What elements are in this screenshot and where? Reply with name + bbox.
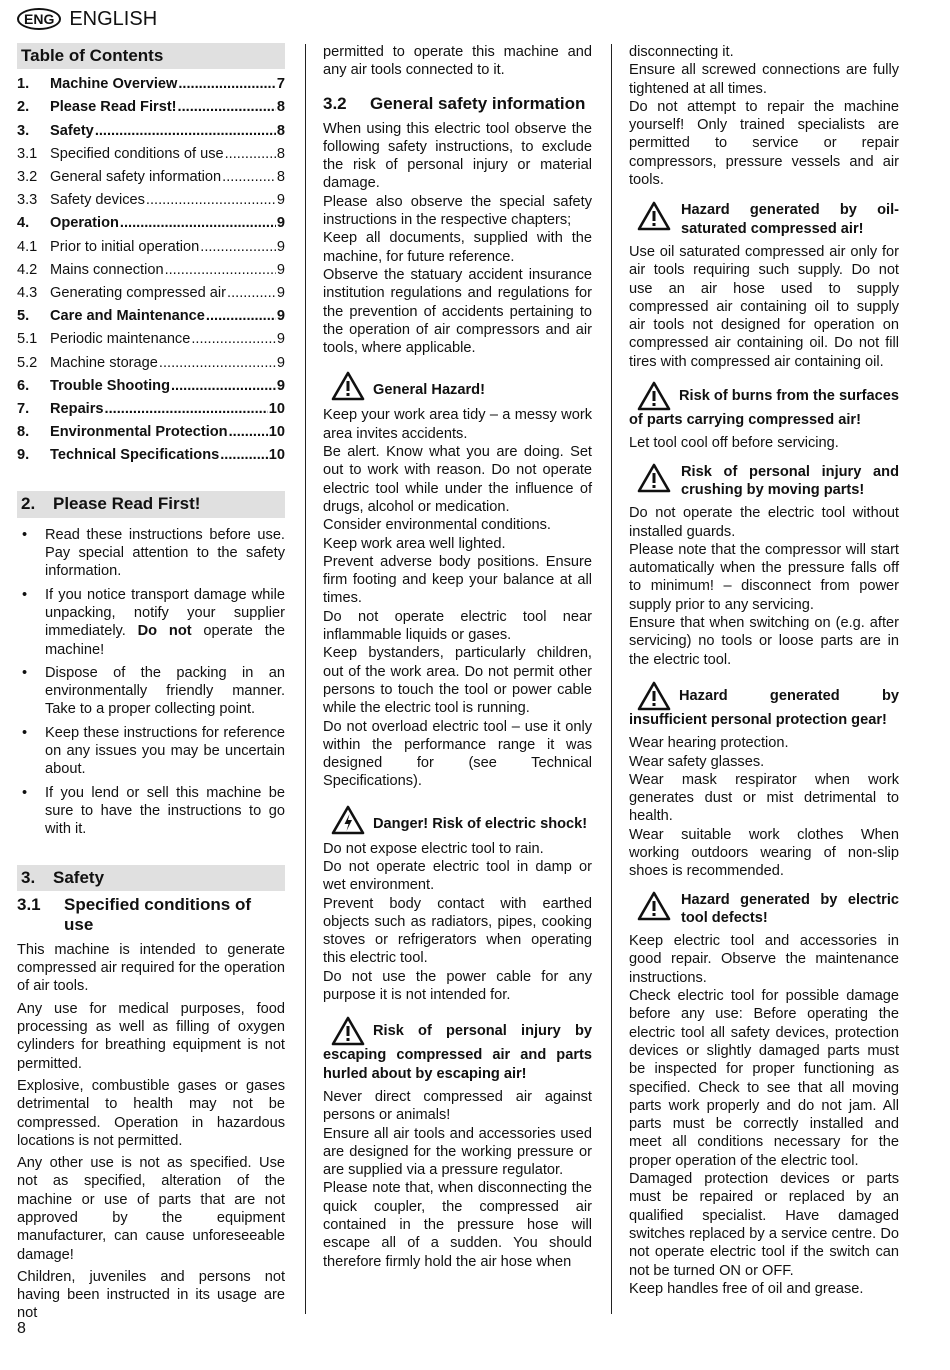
paragraph: Check electric tool for possible damage before any use: Before operating the electric tool all safety devices, protection devices or slightly damaged parts must be inspected for proper functioning as specified. Check to see that all moving parts work properly and do not jam. All parts must be correctly installed and meet all conditions necessary for the proper operation of the electric tool.	[629, 988, 899, 1169]
warning-tool-defects: Hazard generated by electric tool defects!	[629, 891, 899, 928]
paragraph: Wear mask respirator when work generates dust or mist detrimental to health.	[629, 771, 899, 825]
toc-leader-dots	[146, 191, 276, 209]
toc-entry[interactable]	[17, 214, 285, 237]
toc-entry-page: 10	[268, 400, 285, 417]
toc-entry[interactable]	[17, 145, 285, 168]
toc-entry-page: 7	[276, 76, 285, 93]
toc-entry[interactable]	[17, 400, 285, 423]
paragraph: Consider environmental conditions.	[323, 517, 551, 534]
toc-entry-page: 9	[276, 215, 285, 232]
toc-entry-number: 3.1	[17, 145, 38, 162]
paragraph: Keep electric tool and accessories in good repair. Observe the maintenance instructions.	[629, 933, 899, 986]
toc-entry-page: 10	[268, 424, 285, 441]
toc-entry-title: General safety information	[50, 169, 222, 186]
toc-entry-page: 8	[276, 122, 285, 139]
column-1	[17, 43, 285, 1323]
toc-leader-dots	[165, 261, 276, 279]
toc-entry-page: 9	[276, 261, 285, 278]
warning-general: General Hazard!	[331, 371, 592, 401]
toc-entry[interactable]	[17, 168, 285, 191]
toc-entry-title: Trouble Shooting	[50, 377, 170, 394]
toc-heading: Table of Contents	[17, 43, 285, 69]
warning-triangle-icon	[637, 463, 671, 493]
toc-leader-dots	[171, 377, 276, 395]
toc-entry[interactable]	[17, 98, 285, 121]
paragraph: Observe the statuary accident insurance institution regulations and regulations for the prevention of accidents pertaining to the operation of air compressors and air tools, where applicable.	[323, 266, 592, 357]
list-item: • Read these instructions before use. Pay special attention to the safety information.	[17, 526, 285, 581]
toc-entry-number: 5.1	[17, 331, 38, 348]
toc-entry-title: Mains connection	[50, 261, 164, 278]
list-item: • If you notice transport damage while unpacking, notify your supplier immediately. Do not operate the machine!	[17, 586, 285, 659]
toc-leader-dots	[191, 330, 276, 348]
toc-entry-page: 9	[276, 192, 285, 209]
toc-entry-number: 3.3	[17, 192, 38, 209]
paragraph: Prevent adverse body positions. Ensure firm footing and keep your balance at all times.	[323, 553, 592, 607]
paragraph: Keep all documents, supplied with the machine, for future reference.	[323, 230, 592, 265]
toc-entry-title: Machine Overview	[50, 76, 178, 93]
electric-shock-icon	[331, 805, 365, 835]
warning-burns: Risk of burns from the surfaces of parts carrying compressed air!	[629, 381, 899, 429]
toc-leader-dots	[105, 400, 268, 418]
toc-entry[interactable]	[17, 261, 285, 284]
paragraph: Children, juveniles and persons not having been instructed in its usage are not	[17, 1268, 285, 1322]
section-3-1-heading: 3.1 Specified conditions of use	[17, 894, 252, 934]
column-3	[629, 43, 899, 1298]
toc-leader-dots	[159, 354, 276, 372]
toc-entry-number: 1.	[17, 76, 30, 93]
paragraph: permitted to operate this machine and any air tools connected to it.	[323, 44, 592, 79]
paragraph: Do not overload electric tool – use it only within the performance range it was designed for (see Technical Specifications).	[323, 718, 592, 790]
section-3-2-heading: 3.2 General safety information	[323, 93, 586, 113]
toc-entry-page: 8	[276, 145, 285, 162]
toc-leader-dots	[227, 284, 276, 302]
paragraph: disconnecting it.	[629, 44, 734, 60]
paragraph: Any use for medical purposes, food processing as well as filling of oxygen cylinders for breathing equipment is not permitted.	[17, 1000, 285, 1072]
paragraph: This machine is intended to generate compressed air required for the operation of air tools.	[17, 941, 285, 995]
section-3-heading: 3. Safety	[17, 865, 285, 891]
warning-triangle-icon	[637, 681, 671, 711]
toc-entry-title: Periodic maintenance	[50, 331, 191, 348]
toc-leader-dots	[178, 98, 276, 116]
toc-entry-number: 4.2	[17, 261, 38, 278]
paragraph: Use oil saturated compressed air only for air tools requiring such supply. Do not use an air hose used to supply compressed air containing oil to supply air tools not designed for operation on compressed air containing oil. Do not fill tires with compressed air containing oil.	[629, 243, 899, 370]
paragraph: Ensure that when switching on (e.g. after servicing) no tools or loose parts are in the electric tool.	[629, 615, 899, 668]
paragraph: Do not operate electric tool near inflammable liquids or gases.	[323, 608, 592, 644]
toc-leader-dots	[120, 214, 276, 232]
toc-entry-page: 9	[276, 354, 285, 371]
list-item: • If you lend or sell this machine be sure to have the instructions to go with it.	[17, 784, 285, 839]
read-first-list	[17, 526, 285, 839]
toc-entry[interactable]	[17, 191, 285, 214]
paragraph: Keep your work area tidy – a messy work area invites accidents.	[323, 407, 592, 442]
warning-moving-parts: Risk of personal injury and crushing by moving parts!	[629, 463, 899, 500]
toc-leader-dots	[206, 307, 276, 325]
toc-entry-number: 3.	[17, 122, 30, 139]
toc-leader-dots	[222, 168, 276, 186]
toc-leader-dots	[178, 75, 276, 93]
paragraph: Please note that, when disconnecting the quick coupler, the compressed air contained in the pressure hose will escape all of a sudden. You should therefore firmly hold the air hose when	[323, 1180, 592, 1270]
section-2-heading: 2. Please Read First!	[17, 491, 285, 517]
toc-entry-title: Environmental Protection	[50, 424, 228, 441]
paragraph: Do not attempt to repair the machine yourself! Only trained specialists are permitted to service or repair compressors, pressure vessels and air tools.	[629, 98, 899, 189]
paragraph: Explosive, combustible gases or gases detrimental to health may not be compressed. Operation in hazardous locations is not permitted.	[17, 1077, 285, 1149]
toc-entry-title: Technical Specifications	[50, 447, 220, 464]
toc-leader-dots	[229, 423, 268, 441]
toc-entry-page: 9	[276, 284, 285, 301]
toc-entry-title: Specified conditions of use	[50, 145, 224, 162]
toc-entry[interactable]	[17, 284, 285, 307]
toc-entry-title: Repairs	[50, 400, 104, 417]
page-number: 8	[17, 1320, 26, 1337]
column-2	[323, 43, 592, 1271]
paragraph: Any other use is not as specified. Use not as specified, alteration of the machine or use of parts that are not approved by the equipment manufacturer, can cause unforeseeable damage!	[17, 1155, 285, 1263]
toc-leader-dots	[225, 145, 276, 163]
toc-entry-number: 8.	[17, 424, 30, 441]
toc-leader-dots	[95, 122, 276, 140]
toc-leader-dots	[200, 238, 276, 256]
paragraph: Wear suitable work clothes When working outdoors wearing of non-slip shoes is recommended.	[629, 826, 899, 880]
toc-entry-title: Care and Maintenance	[50, 308, 205, 325]
warning-oil-air: Hazard generated by oil-saturated compressed air!	[629, 201, 899, 238]
toc-entry-page: 10	[268, 447, 285, 464]
toc-entry-page: 9	[276, 377, 285, 394]
column-divider	[611, 44, 612, 1314]
warning-triangle-icon	[637, 201, 671, 231]
column-divider	[305, 44, 306, 1314]
paragraph: Keep handles free of oil and grease.	[629, 1280, 864, 1297]
toc-entry-page: 8	[276, 169, 285, 186]
paragraph: Prevent body contact with earthed objects such as radiators, pipes, cooking stoves or refrigerators when operating this electric tool.	[323, 895, 592, 967]
toc-entry-number: 5.2	[17, 354, 38, 371]
toc-entry-title: Machine storage	[50, 354, 158, 371]
toc-entry-page: 9	[276, 308, 285, 325]
warning-triangle-icon	[637, 381, 671, 411]
toc-entry[interactable]	[17, 75, 285, 98]
toc-entry-number: 9.	[17, 447, 30, 464]
warning-electric-shock: Danger! Risk of electric shock!	[331, 805, 592, 835]
list-item: • Keep these instructions for reference on any issues you may be uncertain about.	[17, 724, 285, 779]
toc-entry-number: 3.2	[17, 169, 38, 186]
paragraph: Please note that the compressor will start automatically when the pressure falls off to minimum! – disconnect from power supply prior to any servicing.	[629, 541, 899, 613]
toc-entry-page: 8	[276, 99, 285, 116]
paragraph: When using this electric tool observe the following safety instructions, to exclude the risk of personal injury or material damage.	[323, 120, 592, 192]
warning-triangle-icon	[331, 371, 365, 401]
toc-entry[interactable]	[17, 354, 285, 377]
toc-entry-number: 4.1	[17, 238, 38, 255]
toc-entry-page: 9	[276, 331, 285, 348]
paragraph: Keep bystanders, particularly children, out of the work area. Do not permit other persons to touch the tool or power cable while the electric tool is running.	[323, 645, 592, 717]
toc-entry-title: Generating compressed air	[50, 284, 227, 301]
toc-entry-page: 9	[276, 238, 285, 255]
toc-entry[interactable]	[17, 238, 285, 261]
toc-entry[interactable]	[17, 307, 285, 330]
toc-entry-number: 7.	[17, 400, 30, 417]
toc-leader-dots	[220, 446, 268, 464]
paragraph: Ensure all screwed connections are fully tightened at all times.	[629, 62, 899, 97]
warning-triangle-icon	[637, 891, 671, 921]
paragraph: Never direct compressed air against persons or animals!	[323, 1088, 592, 1124]
paragraph: Do not operate electric tool in damp or wet environment.	[323, 858, 592, 894]
toc-entry-number: 5.	[17, 308, 30, 325]
toc-entry-title: Prior to initial operation	[50, 238, 200, 255]
paragraph: Be alert. Know what you are doing. Set out to work with reason. Do not operate electric tool while under the influence of drugs, alcohol or medication.	[323, 444, 592, 515]
language-label: ENGLISH	[69, 7, 158, 30]
toc-entry[interactable]	[17, 446, 285, 469]
toc-entry-number: 6.	[17, 377, 30, 394]
warning-protection-gear: Hazard generated by insufficient personal protection gear!	[629, 681, 899, 729]
paragraph: Please also observe the special safety instructions in the respective chapters;	[323, 193, 592, 229]
toc-list	[17, 75, 285, 469]
toc-entry-title: Operation	[50, 215, 119, 232]
toc-entry-title: Safety devices	[50, 192, 145, 209]
language-header	[17, 8, 157, 30]
toc-entry-title: Please Read First!	[50, 99, 177, 116]
paragraph: Wear hearing protection.	[629, 735, 789, 752]
toc-entry-number: 2.	[17, 99, 30, 116]
list-item: • Dispose of the packing in an environmentally friendly manner. Take to a proper collecting point.	[17, 664, 285, 719]
paragraph: Ensure all air tools and accessories used are designed for the working pressure or are supplied via a pressure regulator.	[323, 1125, 592, 1179]
paragraph: Do not operate the electric tool without installed guards.	[629, 505, 899, 540]
paragraph: Wear safety glasses.	[629, 753, 765, 770]
paragraph: Damaged protection devices or parts must be repaired or replaced by an qualified specialist. Have damaged switches replaced by a service centre. Do not operate electric tool if the switch can not be turned ON or OFF.	[629, 1171, 899, 1279]
warning-triangle-icon	[331, 1016, 365, 1046]
paragraph: Keep work area well lighted.	[323, 535, 506, 552]
toc-entry-number: 4.	[17, 215, 30, 232]
paragraph: Do not use the power cable for any purpose it is not intended for.	[323, 968, 592, 1004]
toc-entry[interactable]	[17, 423, 285, 446]
toc-entry-title: Safety	[50, 122, 94, 139]
toc-entry[interactable]	[17, 377, 285, 400]
paragraph: Do not expose electric tool to rain.	[323, 840, 544, 857]
toc-entry[interactable]	[17, 330, 285, 353]
paragraph: Let tool cool off before servicing.	[629, 435, 839, 452]
toc-entry[interactable]	[17, 122, 285, 145]
toc-entry-number: 4.3	[17, 284, 38, 301]
language-badge: ENG	[17, 8, 61, 30]
warning-escaping-air: Risk of personal injury by escaping compressed air and parts hurled about by escaping air!	[323, 1016, 592, 1083]
